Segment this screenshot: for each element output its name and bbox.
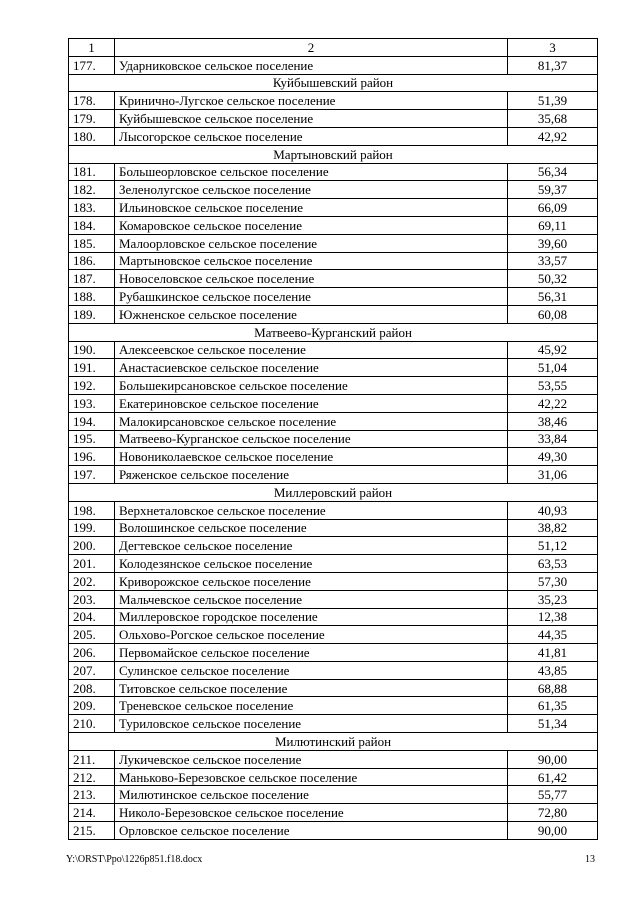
row-number: 193.: [69, 394, 115, 412]
table-row: [69, 234, 598, 252]
settlement-name: Анастасиевское сельское поселение: [115, 359, 508, 377]
row-number: 197.: [69, 466, 115, 484]
settlement-name: Треневское сельское поселение: [115, 697, 508, 715]
row-number: 181.: [69, 163, 115, 181]
settlement-name: Колодезянское сельское поселение: [115, 555, 508, 573]
table-row: [69, 822, 598, 840]
district-title: Мартыновский район: [69, 145, 598, 163]
row-number: 182.: [69, 181, 115, 199]
settlement-name: Мальчевское сельское поселение: [115, 590, 508, 608]
row-number: 210.: [69, 715, 115, 733]
row-number: 214.: [69, 804, 115, 822]
settlement-name: Волошинское сельское поселение: [115, 519, 508, 537]
row-number: 192.: [69, 377, 115, 395]
table-row: [69, 92, 598, 110]
row-number: 196.: [69, 448, 115, 466]
row-value: 81,37: [508, 56, 598, 74]
row-number: 187.: [69, 270, 115, 288]
row-value: 33,57: [508, 252, 598, 270]
table-row: [69, 555, 598, 573]
table-row: [69, 270, 598, 288]
row-number: 205.: [69, 626, 115, 644]
table-row: [69, 519, 598, 537]
table-row: [69, 199, 598, 217]
row-value: 51,04: [508, 359, 598, 377]
table-row: [69, 768, 598, 786]
settlement-name: Алексеевское сельское поселение: [115, 341, 508, 359]
settlement-name: Рубашкинское сельское поселение: [115, 288, 508, 306]
settlement-name: Новониколаевское сельское поселение: [115, 448, 508, 466]
row-number: 190.: [69, 341, 115, 359]
settlement-name: Николо-Березовское сельское поселение: [115, 804, 508, 822]
table-row: [69, 341, 598, 359]
row-value: 56,31: [508, 288, 598, 306]
settlement-name: Ильиновское сельское поселение: [115, 199, 508, 217]
row-number: 184.: [69, 216, 115, 234]
settlement-name: Туриловское сельское поселение: [115, 715, 508, 733]
settlement-name: Новоселовское сельское поселение: [115, 270, 508, 288]
table-row: [69, 786, 598, 804]
row-number: 211.: [69, 750, 115, 768]
settlement-name: Кринично-Лугское сельское поселение: [115, 92, 508, 110]
row-value: 12,38: [508, 608, 598, 626]
row-value: 59,37: [508, 181, 598, 199]
row-value: 68,88: [508, 679, 598, 697]
row-value: 44,35: [508, 626, 598, 644]
district-header-row: [69, 145, 598, 163]
settlement-name: Верхнеталовское сельское поселение: [115, 501, 508, 519]
settlement-name: Лукичевское сельское поселение: [115, 750, 508, 768]
row-value: 51,12: [508, 537, 598, 555]
settlement-name: Лысогорское сельское поселение: [115, 127, 508, 145]
table-row: [69, 608, 598, 626]
table-row: [69, 697, 598, 715]
row-value: 50,32: [508, 270, 598, 288]
row-number: 207.: [69, 661, 115, 679]
table-row: [69, 804, 598, 822]
row-value: 57,30: [508, 572, 598, 590]
row-number: 201.: [69, 555, 115, 573]
table-row: [69, 750, 598, 768]
header-col-1: 1: [69, 39, 115, 57]
settlement-name: Зеленолугское сельское поселение: [115, 181, 508, 199]
table-row: [69, 679, 598, 697]
settlement-name: Дегтевское сельское поселение: [115, 537, 508, 555]
footer-page-number: 13: [585, 854, 595, 865]
row-value: 51,34: [508, 715, 598, 733]
row-number: 209.: [69, 697, 115, 715]
row-value: 61,35: [508, 697, 598, 715]
row-number: 200.: [69, 537, 115, 555]
district-title: Матвеево-Курганский район: [69, 323, 598, 341]
header-col-2: 2: [115, 39, 508, 57]
row-value: 90,00: [508, 822, 598, 840]
settlement-name: Орловское сельское поселение: [115, 822, 508, 840]
district-title: Куйбышевский район: [69, 74, 598, 92]
row-value: 90,00: [508, 750, 598, 768]
row-value: 51,39: [508, 92, 598, 110]
table-row: [69, 626, 598, 644]
row-number: 185.: [69, 234, 115, 252]
settlement-name: Екатериновское сельское поселение: [115, 394, 508, 412]
district-header-row: [69, 323, 598, 341]
settlement-name: Малоорловское сельское поселение: [115, 234, 508, 252]
row-number: 189.: [69, 305, 115, 323]
table-row: [69, 661, 598, 679]
settlement-name: Большекирсановское сельское поселение: [115, 377, 508, 395]
settlement-name: Матвеево-Курганское сельское поселение: [115, 430, 508, 448]
row-number: 206.: [69, 644, 115, 662]
row-value: 55,77: [508, 786, 598, 804]
settlement-name: Миллеровское городское поселение: [115, 608, 508, 626]
row-value: 40,93: [508, 501, 598, 519]
row-number: 215.: [69, 822, 115, 840]
settlement-name: Куйбышевское сельское поселение: [115, 110, 508, 128]
table-row: [69, 590, 598, 608]
table-row: [69, 448, 598, 466]
row-number: 203.: [69, 590, 115, 608]
table-row: [69, 537, 598, 555]
district-header-row: [69, 483, 598, 501]
table-row: [69, 181, 598, 199]
row-number: 213.: [69, 786, 115, 804]
settlement-name: Маньково-Березовское сельское поселение: [115, 768, 508, 786]
district-title: Милютинский район: [69, 733, 598, 751]
table-row: [69, 572, 598, 590]
table-row: [69, 644, 598, 662]
row-number: 194.: [69, 412, 115, 430]
settlement-name: Сулинское сельское поселение: [115, 661, 508, 679]
row-number: 202.: [69, 572, 115, 590]
table-row: [69, 252, 598, 270]
table-row: [69, 305, 598, 323]
settlement-name: Ударниковское сельское поселение: [115, 56, 508, 74]
settlement-name: Милютинское сельское поселение: [115, 786, 508, 804]
row-value: 42,92: [508, 127, 598, 145]
row-number: 183.: [69, 199, 115, 217]
table-row: [69, 377, 598, 395]
row-number: 179.: [69, 110, 115, 128]
settlement-name: Ряженское сельское поселение: [115, 466, 508, 484]
settlement-name: Криворожское сельское поселение: [115, 572, 508, 590]
row-value: 33,84: [508, 430, 598, 448]
row-number: 198.: [69, 501, 115, 519]
row-number: 178.: [69, 92, 115, 110]
settlement-name: Первомайское сельское поселение: [115, 644, 508, 662]
table-row: [69, 288, 598, 306]
row-value: 49,30: [508, 448, 598, 466]
table-row: [69, 110, 598, 128]
row-value: 39,60: [508, 234, 598, 252]
row-value: 41,81: [508, 644, 598, 662]
settlement-name: Комаровское сельское поселение: [115, 216, 508, 234]
row-number: 199.: [69, 519, 115, 537]
table-body: [69, 39, 598, 840]
row-value: 60,08: [508, 305, 598, 323]
row-value: 43,85: [508, 661, 598, 679]
row-number: 208.: [69, 679, 115, 697]
table-row: [69, 163, 598, 181]
row-number: 212.: [69, 768, 115, 786]
table-row: [69, 394, 598, 412]
district-title: Миллеровский район: [69, 483, 598, 501]
district-header-row: [69, 733, 598, 751]
header-row: [69, 39, 598, 57]
row-value: 38,82: [508, 519, 598, 537]
row-value: 72,80: [508, 804, 598, 822]
row-value: 69,11: [508, 216, 598, 234]
row-value: 35,68: [508, 110, 598, 128]
table-row: [69, 412, 598, 430]
settlement-name: Ольхово-Рогское сельское поселение: [115, 626, 508, 644]
table-row: [69, 430, 598, 448]
row-number: 177.: [69, 56, 115, 74]
settlement-name: Южненское сельское поселение: [115, 305, 508, 323]
settlement-name: Мартыновское сельское поселение: [115, 252, 508, 270]
table-row: [69, 216, 598, 234]
row-value: 42,22: [508, 394, 598, 412]
row-value: 61,42: [508, 768, 598, 786]
footer-file-path: Y:\ORST\Ppo\1226p851.f18.docx: [66, 854, 203, 865]
table-row: [69, 127, 598, 145]
settlement-name: Малокирсановское сельское поселение: [115, 412, 508, 430]
row-number: 195.: [69, 430, 115, 448]
settlements-table: [68, 38, 598, 840]
row-number: 186.: [69, 252, 115, 270]
table-row: [69, 466, 598, 484]
table-row: [69, 359, 598, 377]
row-value: 35,23: [508, 590, 598, 608]
row-value: 66,09: [508, 199, 598, 217]
row-number: 180.: [69, 127, 115, 145]
row-value: 38,46: [508, 412, 598, 430]
row-number: 191.: [69, 359, 115, 377]
row-value: 56,34: [508, 163, 598, 181]
district-header-row: [69, 74, 598, 92]
settlement-name: Большеорловское сельское поселение: [115, 163, 508, 181]
header-col-3: 3: [508, 39, 598, 57]
table-row: [69, 56, 598, 74]
settlement-name: Титовское сельское поселение: [115, 679, 508, 697]
row-value: 53,55: [508, 377, 598, 395]
row-value: 63,53: [508, 555, 598, 573]
row-number: 204.: [69, 608, 115, 626]
row-value: 45,92: [508, 341, 598, 359]
table-row: [69, 501, 598, 519]
table-row: [69, 715, 598, 733]
row-number: 188.: [69, 288, 115, 306]
row-value: 31,06: [508, 466, 598, 484]
